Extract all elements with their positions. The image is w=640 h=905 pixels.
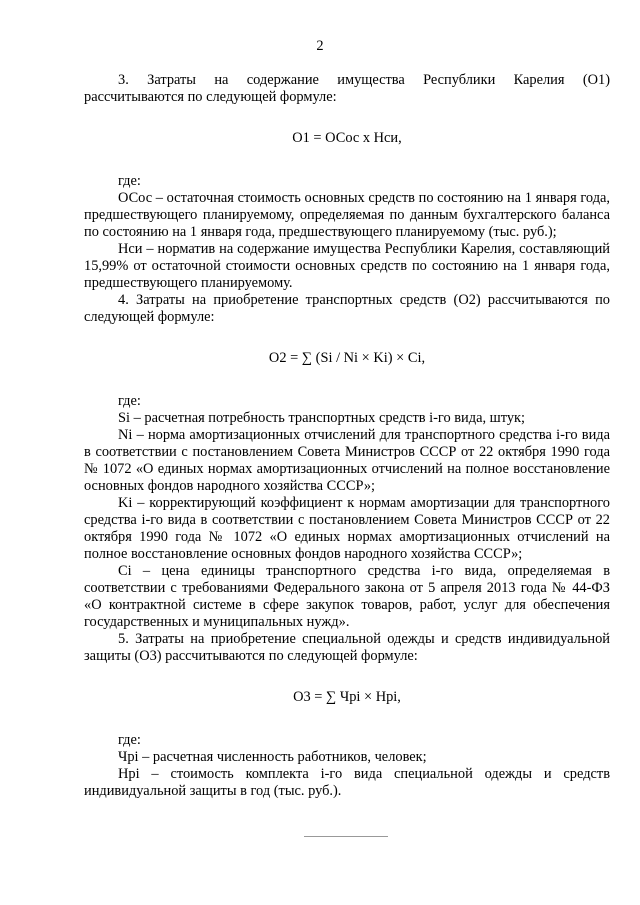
where-label: где: (118, 393, 141, 409)
formula-o1: О1 = ОСос х Нси, (292, 130, 402, 146)
formula-o3: О3 = ∑ Чрi × Нрi, (293, 689, 401, 705)
paragraph-section-4-intro: 4. Затраты на приобретение транспортных средств (О2) рассчитываются по следующей формуле: (84, 292, 610, 325)
definition-ni: Ni – норма амортизационных отчислений для транспортного средства i-го вида в соответствии с постановлением Совета Министров СССР от 22 октября 1990 года № 1072 «О единых нормах амортизационных отчислений на полное восстановление основных фондов народного хозяйства СССР»; (84, 427, 610, 494)
paragraph-section-5-intro: 5. Затраты на приобретение специальной одежды и средств индивидуальной защиты (О3) рассчитываются по следующей формуле: (84, 631, 610, 664)
page-number: 2 (316, 38, 324, 54)
document-body (84, 72, 610, 800)
definition-si: Si – расчетная потребность транспортных средств i-го вида, штук; (118, 410, 526, 426)
paragraph-section-3-intro: 3. Затраты на содержание имущества Республики Карелия (О1) рассчитываются по следующей формуле: (84, 72, 610, 105)
definition-nri: Нрi – стоимость комплекта i-го вида специальной одежды и средств индивидуальной защиты в год (тыс. руб.). (84, 766, 610, 799)
definition-osos: ОСос – остаточная стоимость основных средств по состоянию на 1 января года, предшествующего планируемому, определяемая по данным бухгалтерского баланса по состоянию на 1 января года, предшествующего планируемому (тыс. руб.); (84, 190, 610, 240)
formula-o2: О2 = ∑ (Si / Ni × Ki) × Ci, (268, 350, 426, 366)
where-label: где: (118, 732, 141, 748)
where-label: где: (118, 173, 141, 189)
definition-nsi: Нси – норматив на содержание имущества Республики Карелия, составляющий 15,99% от остаточной стоимости основных средств по состоянию на 1 января года, предшествующего планируемому. (84, 241, 610, 291)
definition-chri: Чрi – расчетная численность работников, человек; (118, 749, 427, 765)
footer-divider (304, 836, 388, 837)
definition-ci: Ci – цена единицы транспортного средства i-го вида, определяемая в соответствии с требованиями Федерального закона от 5 апреля 2013 года № 44-ФЗ «О контрактной системе в сфере закупок товаров, работ, услуг для обеспечения государственных и муниципальных нужд». (84, 563, 610, 630)
definition-ki: Ki – корректирующий коэффициент к нормам амортизации для транспортного средства i-го вида в соответствии с постановлением Совета Министров СССР от 22 октября 1990 года № 1072 «О единых нормах амортизационных отчислений на полное восстановление основных фондов народного хозяйства СССР»; (84, 495, 610, 562)
